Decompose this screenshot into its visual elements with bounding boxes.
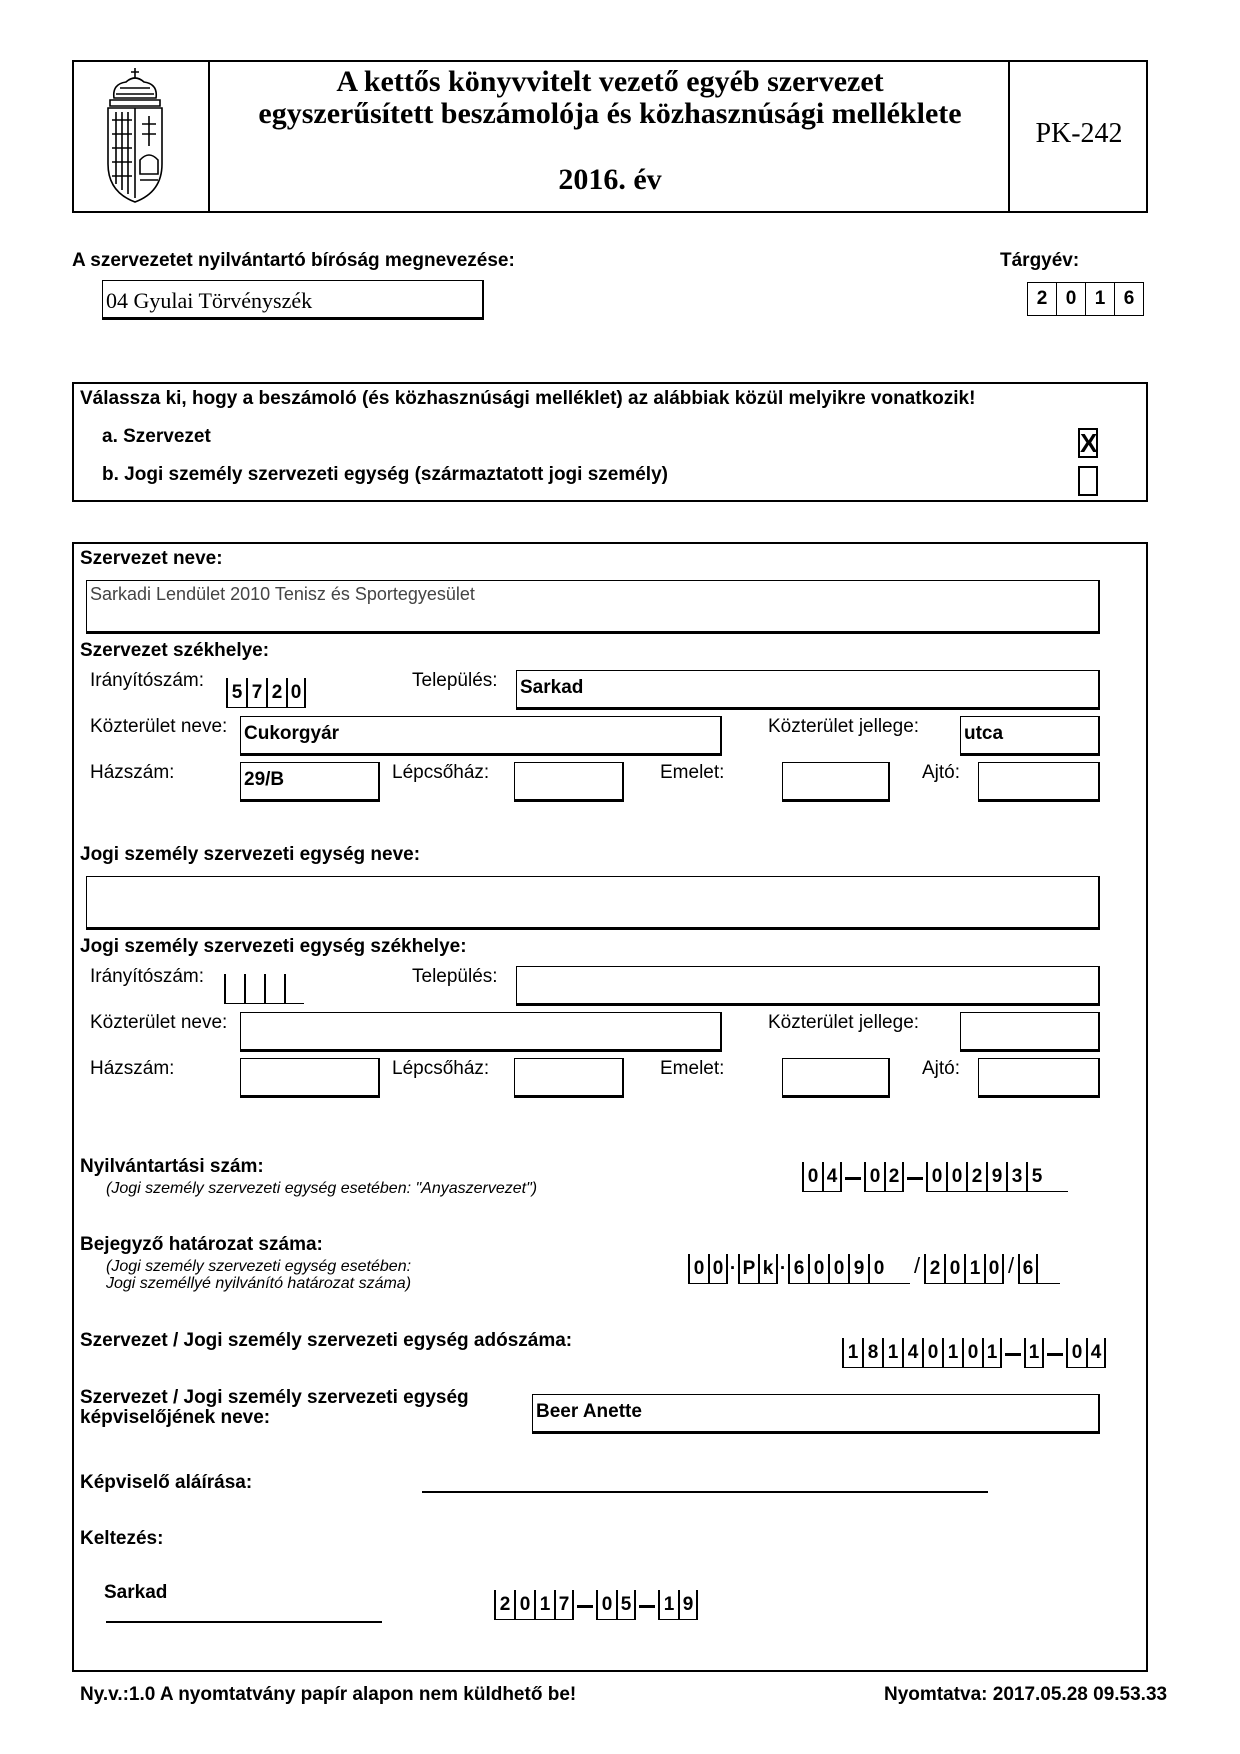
decision-year-digit: 1 (964, 1254, 984, 1284)
subject-year-label: Tárgyév: (1000, 250, 1080, 271)
registry-digit: 9 (986, 1162, 1006, 1192)
decision-year-digit: 2 (924, 1254, 944, 1284)
dash-separator (842, 1162, 864, 1192)
unit-city-label: Település: (412, 966, 498, 987)
subject-year-cells[interactable] (1028, 282, 1144, 316)
unit-door-field[interactable] (978, 1058, 1100, 1098)
dating-date-cells[interactable] (494, 1586, 698, 1620)
date-year-digit: 1 (534, 1590, 554, 1620)
slash-separator: / (913, 1253, 921, 1278)
org-street-type-label: Közterület jellege: (768, 716, 920, 737)
coat-of-arms-icon (100, 64, 170, 206)
decision-year-digit: 0 (984, 1254, 1004, 1284)
unit-stair-label: Lépcsőház: (392, 1058, 490, 1079)
subject-year-digit: 6 (1114, 282, 1144, 316)
org-name-field[interactable]: Sarkadi Lendület 2010 Tenisz és Sportegyesület (86, 580, 1100, 634)
tax-digit: 1 (842, 1338, 862, 1368)
org-door-label: Ajtó: (922, 762, 961, 783)
zip-digit (224, 974, 244, 1004)
dating-place: Sarkad (104, 1582, 168, 1603)
zip-digit (264, 974, 284, 1004)
tax-digit: 8 (862, 1338, 882, 1368)
decision-digit: 9 (848, 1254, 868, 1284)
unit-door-label: Ajtó: (922, 1058, 961, 1079)
dot-separator: · (779, 1258, 787, 1279)
decision-note-line2: Jogi személlyé nyilvánító határozat száma) (106, 1275, 412, 1292)
header-divider-left (208, 60, 210, 213)
org-stair-label: Lépcsőház: (392, 762, 490, 783)
registry-digit: 2 (966, 1162, 986, 1192)
representative-field[interactable]: Beer Anette (532, 1394, 1100, 1434)
unit-floor-field[interactable] (782, 1058, 890, 1098)
org-street-field[interactable]: Cukorgyár (240, 716, 722, 756)
footer-print-timestamp: Nyomtatva: 2017.05.28 09.53.33 (884, 1684, 1168, 1705)
choice-question: Válassza ki, hogy a beszámoló (és közhasznúsági melléklet) az alábbiak közül melyikre vonatkozik! (80, 388, 976, 409)
org-stair-field[interactable] (514, 762, 624, 802)
option-b-checkbox[interactable] (1078, 466, 1098, 496)
option-a-label: a. Szervezet (102, 426, 211, 447)
tax-digit: 1 (982, 1338, 1002, 1368)
org-seat-label: Szervezet székhelye: (80, 640, 270, 661)
unit-zip-label: Irányítószám: (90, 966, 205, 987)
form-code: PK-242 (1035, 118, 1123, 149)
org-house-field[interactable]: 29/B (240, 762, 380, 802)
org-house-label: Házszám: (90, 762, 175, 783)
zip-digit: 7 (246, 678, 266, 708)
tax-digit: 1 (1024, 1338, 1044, 1368)
subject-year-digit: 0 (1056, 282, 1086, 316)
zip-digit: 0 (286, 678, 306, 708)
dating-place-line (106, 1621, 382, 1623)
dash-separator (1044, 1338, 1066, 1368)
tax-digit: 0 (1066, 1338, 1086, 1368)
registry-digit: 0 (926, 1162, 946, 1192)
zip-digit: 5 (226, 678, 246, 708)
tax-digit: 4 (1086, 1338, 1106, 1368)
decision-digit: 6 (788, 1254, 808, 1284)
unit-name-field[interactable] (86, 876, 1100, 930)
representative-label-line2: képviselőjének neve: (80, 1407, 271, 1428)
tax-digit: 1 (882, 1338, 902, 1368)
date-year-digit: 7 (554, 1590, 574, 1620)
slash-separator: / (1007, 1253, 1015, 1278)
org-floor-label: Emelet: (660, 762, 725, 783)
org-street-type-field[interactable]: utca (960, 716, 1100, 756)
decision-digit: 0 (828, 1254, 848, 1284)
subject-year-digit: 2 (1027, 282, 1057, 316)
org-zip-cells[interactable] (226, 674, 306, 708)
form-year: 2016. év (558, 163, 662, 196)
representative-label-line1: Szervezet / Jogi személy szervezeti egység (80, 1387, 469, 1408)
registry-pad (1046, 1162, 1068, 1192)
subject-year-digit: 1 (1085, 282, 1115, 316)
unit-house-field[interactable] (240, 1058, 380, 1098)
decision-char: P (738, 1254, 758, 1284)
unit-floor-label: Emelet: (660, 1058, 725, 1079)
form-title-line1: A kettős könyvvitelt vezető egyéb szervezet (336, 65, 884, 98)
court-field[interactable]: 04 Gyulai Törvényszék (102, 280, 484, 320)
decision-pad (1038, 1254, 1060, 1284)
decision-digit: 0 (868, 1254, 888, 1284)
decision-digit: 0 (688, 1254, 708, 1284)
dot-separator: · (729, 1258, 737, 1279)
zip-digit (284, 974, 304, 1004)
org-zip-label: Irányítószám: (90, 670, 205, 691)
unit-street-label: Közterület neve: (90, 1012, 228, 1033)
decision-digit: 0 (708, 1254, 728, 1284)
unit-zip-cells[interactable] (224, 970, 304, 1004)
dash-separator (1002, 1338, 1024, 1368)
unit-street-type-label: Közterület jellege: (768, 1012, 920, 1033)
main-data-box (72, 542, 1148, 1672)
tax-label: Szervezet / Jogi személy szervezeti egység adószáma: (80, 1330, 573, 1351)
option-a-checkbox[interactable]: X (1080, 428, 1098, 458)
registry-digit: 4 (822, 1162, 842, 1192)
registry-digit: 3 (1006, 1162, 1026, 1192)
date-year-digit: 0 (514, 1590, 534, 1620)
date-month-digit: 5 (616, 1590, 636, 1620)
registry-digit: 0 (864, 1162, 884, 1192)
date-day-digit: 1 (658, 1590, 678, 1620)
decision-char: k (758, 1254, 778, 1284)
unit-seat-label: Jogi személy szervezeti egység székhelye: (80, 936, 467, 957)
registry-digit: 0 (802, 1162, 822, 1192)
court-label: A szervezetet nyilvántartó bíróság megnevezése: (72, 250, 515, 271)
unit-street-type-field[interactable] (960, 1012, 1100, 1052)
registry-note: (Jogi személy szervezeti egység esetében: "Anyaszervezet") (106, 1180, 538, 1197)
registry-digit: 5 (1026, 1162, 1046, 1192)
date-year-digit: 2 (494, 1590, 514, 1620)
unit-street-field[interactable] (240, 1012, 722, 1052)
unit-house-label: Házszám: (90, 1058, 175, 1079)
footer-notice: Ny.v.:1.0 A nyomtatvány papír alapon nem küldhető be! (80, 1684, 577, 1705)
org-city-field[interactable]: Sarkad (516, 670, 1100, 710)
registry-digit: 2 (884, 1162, 904, 1192)
org-door-field[interactable] (978, 762, 1100, 802)
tax-number-cells[interactable] (842, 1334, 1106, 1368)
dash-separator (574, 1590, 596, 1620)
unit-name-label: Jogi személy szervezeti egység neve: (80, 844, 421, 865)
decision-note-line1: (Jogi személy szervezeti egység esetében: (106, 1258, 412, 1275)
tax-digit: 1 (942, 1338, 962, 1368)
tax-digit: 0 (922, 1338, 942, 1368)
org-name-label: Szervezet neve: (80, 548, 223, 569)
signature-line[interactable] (422, 1491, 988, 1493)
unit-stair-field[interactable] (514, 1058, 624, 1098)
dash-separator (904, 1162, 926, 1192)
form-title-line2: egyszerűsített beszámolója és közhasznúsági melléklete (258, 97, 962, 130)
unit-city-field[interactable] (516, 966, 1100, 1006)
registry-label: Nyilvántartási szám: (80, 1156, 264, 1177)
date-day-digit: 9 (678, 1590, 698, 1620)
org-street-label: Közterület neve: (90, 716, 228, 737)
registry-digit: 0 (946, 1162, 966, 1192)
dating-label: Keltezés: (80, 1528, 164, 1549)
zip-digit: 2 (266, 678, 286, 708)
decision-number-cells[interactable] (688, 1250, 1060, 1284)
decision-pad (888, 1254, 910, 1284)
signature-label: Képviselő aláírása: (80, 1472, 253, 1493)
date-month-digit: 0 (596, 1590, 616, 1620)
tax-digit: 4 (902, 1338, 922, 1368)
zip-digit (244, 974, 264, 1004)
option-b-label: b. Jogi személy szervezeti egység (származtatott jogi személy) (102, 464, 668, 485)
decision-suffix-digit: 6 (1018, 1254, 1038, 1284)
registry-number-cells[interactable] (802, 1158, 1068, 1192)
decision-year-digit: 0 (944, 1254, 964, 1284)
dash-separator (636, 1590, 658, 1620)
tax-digit: 0 (962, 1338, 982, 1368)
decision-digit: 0 (808, 1254, 828, 1284)
org-city-label: Település: (412, 670, 498, 691)
decision-label: Bejegyző határozat száma: (80, 1234, 323, 1255)
org-floor-field[interactable] (782, 762, 890, 802)
